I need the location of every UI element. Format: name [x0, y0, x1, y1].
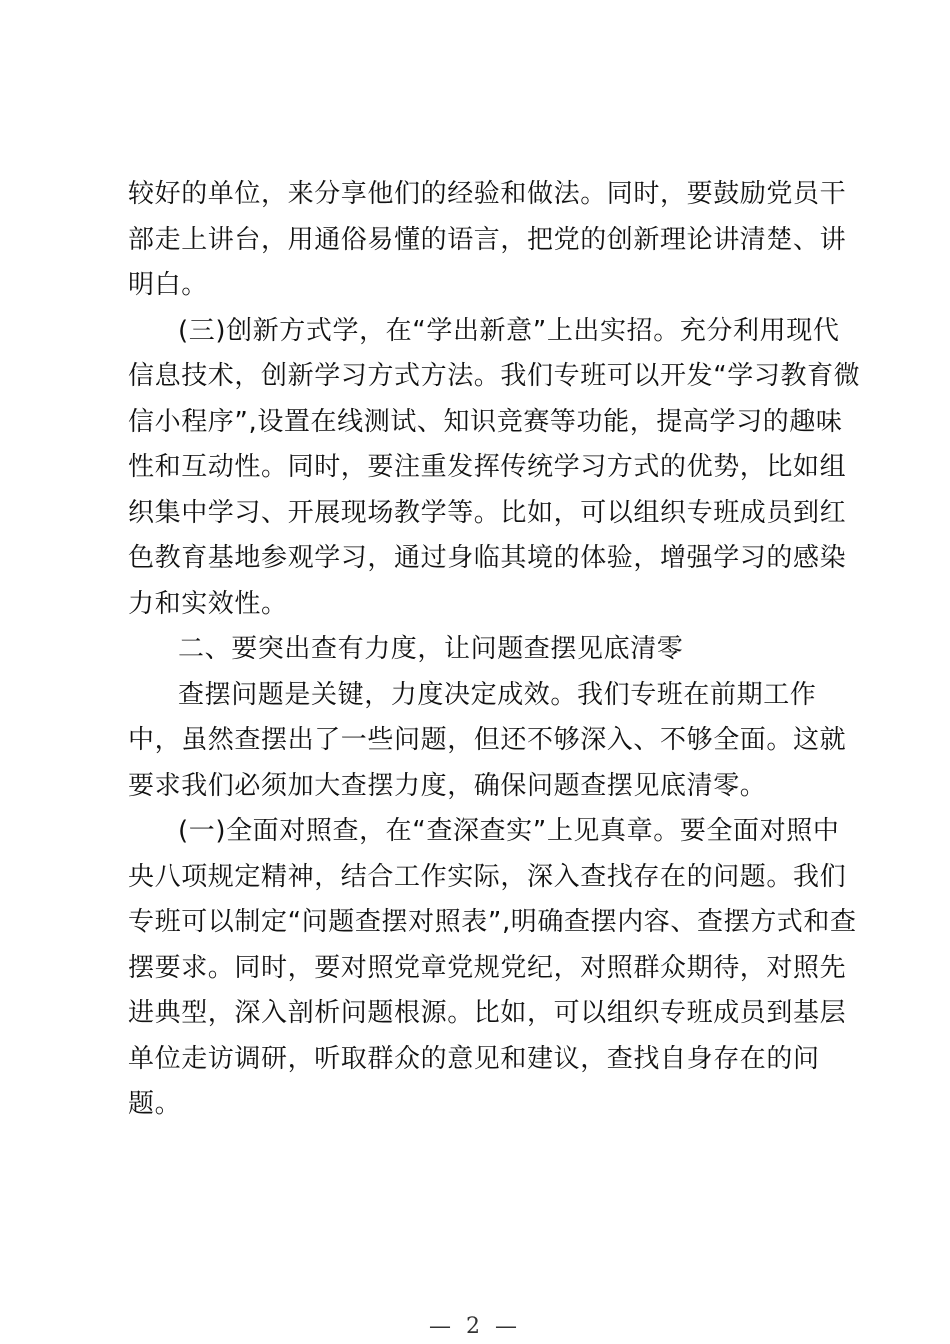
body-text-line: 信息技术，创新学习方式方法。我们专班可以开发“学习教育微: [128, 361, 861, 391]
body-text-line: 色教育基地参观学习，通过身临其境的体验，增强学习的感染: [128, 543, 847, 573]
body-text-line: 摆要求。同时，要对照党章党规党纪，对照群众期待，对照先: [128, 953, 847, 983]
section-heading-line: (一)全面对照查，在“查深查实”上见真章。要全面对照中: [178, 816, 840, 846]
body-text-line: 要求我们必须加大查摆力度，确保问题查摆见底清零。: [128, 771, 767, 801]
body-text-line: 中，虽然查摆出了一些问题，但还不够深入、不够全面。这就: [128, 725, 847, 755]
body-text-line: 力和实效性。: [128, 589, 288, 619]
section-heading-line: (三)创新方式学，在“学出新意”上出实招。充分利用现代: [178, 316, 840, 346]
body-text-line: 明白。: [128, 270, 208, 300]
body-text-line: 部走上讲台，用通俗易懂的语言，把党的创新理论讲清楚、讲: [128, 225, 847, 255]
section-heading: 二、要突出查有力度，让问题查摆见底清零: [178, 634, 684, 664]
body-text-line: 进典型，深入剖析问题根源。比如，可以组织专班成员到基层: [128, 998, 847, 1028]
body-text-line: 题。: [128, 1089, 182, 1119]
body-text-line: 较好的单位，来分享他们的经验和做法。同时，要鼓励党员干: [128, 179, 847, 209]
body-text-line: 央八项规定精神，结合工作实际，深入查找存在的问题。我们: [128, 862, 847, 892]
body-text-line: 查摆问题是关键，力度决定成效。我们专班在前期工作: [178, 680, 817, 710]
body-text-line: 织集中学习、开展现场教学等。比如，可以组织专班成员到红: [128, 498, 847, 528]
body-text-line: 性和互动性。同时，要注重发挥传统学习方式的优势，比如组: [128, 452, 847, 482]
body-text-line: 单位走访调研，听取群众的意见和建议，查找自身存在的问: [128, 1044, 820, 1074]
page-number: — 2 —: [429, 1314, 521, 1339]
body-text-line: 专班可以制定“问题查摆对照表”,明确查摆内容、查摆方式和查: [128, 907, 857, 937]
body-text-line: 信小程序”,设置在线测试、知识竞赛等功能，提高学习的趣味: [128, 407, 843, 437]
